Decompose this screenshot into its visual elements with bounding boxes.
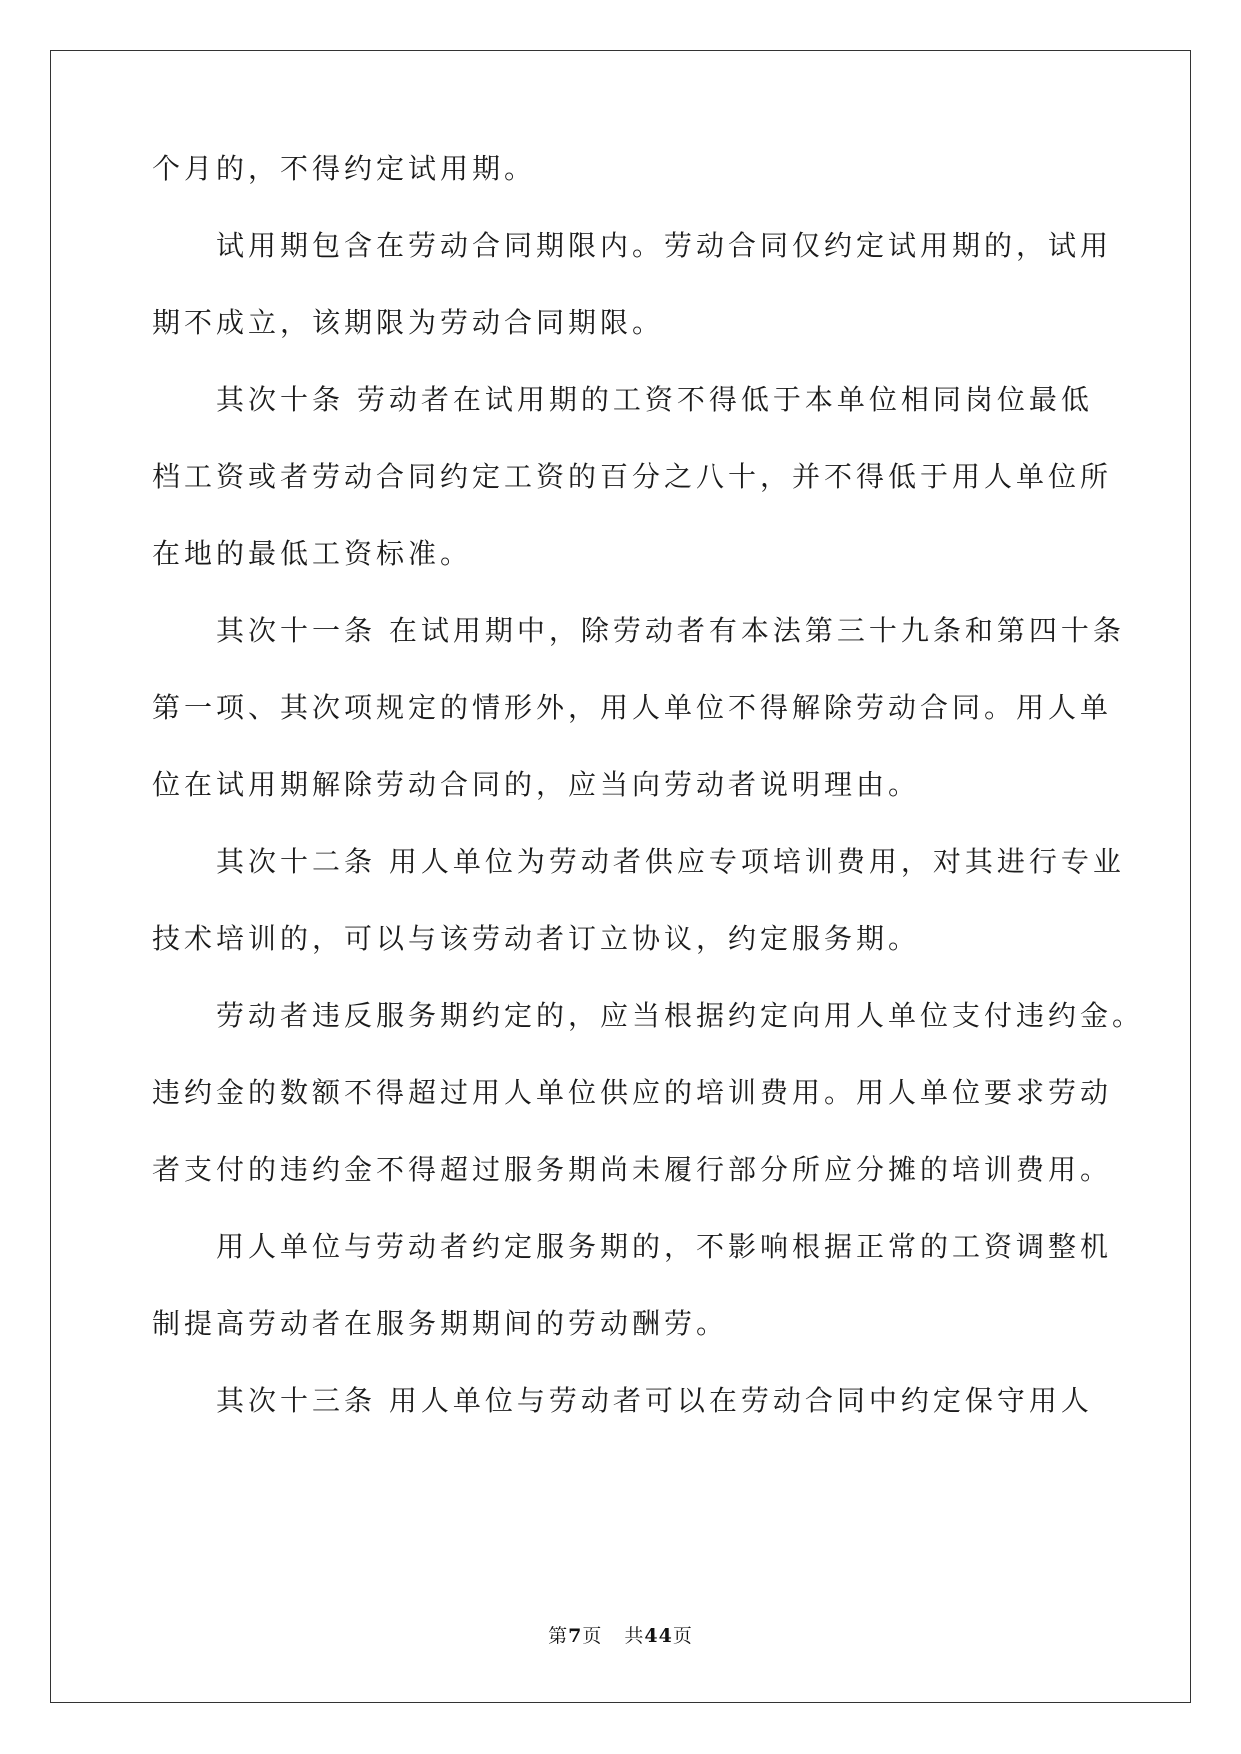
text-line: 档工资或者劳动合同约定工资的百分之八十，并不得低于用人单位所: [152, 460, 1113, 493]
text-line: 劳动者违反服务期约定的，应当根据约定向用人单位支付违约金。: [152, 999, 1145, 1032]
text-line: 违约金的数额不得超过用人单位供应的培训费用。用人单位要求劳动: [152, 1076, 1113, 1109]
text-line: 试用期包含在劳动合同期限内。劳动合同仅约定试用期的，试用: [152, 229, 1113, 262]
footer-page-suffix: 页: [582, 1625, 603, 1647]
text-line: 期不成立，该期限为劳动合同期限。: [152, 306, 665, 339]
total-pages: 44: [644, 1625, 673, 1647]
text-line: 其次十二条 用人单位为劳动者供应专项培训费用，对其进行专业: [152, 845, 1125, 878]
text-line: 其次十一条 在试用期中，除劳动者有本法第三十九条和第四十条: [152, 614, 1125, 647]
text-line: 制提高劳动者在服务期期间的劳动酬劳。: [152, 1307, 729, 1340]
text-line: 者支付的违约金不得超过服务期尚未履行部分所应分摊的培训费用。: [152, 1153, 1113, 1186]
text-line: 第一项、其次项规定的情形外，用人单位不得解除劳动合同。用人单: [152, 691, 1113, 724]
page-footer: [0, 1624, 1241, 1648]
page-number: 7: [568, 1625, 583, 1647]
text-line: 用人单位与劳动者约定服务期的，不影响根据正常的工资调整机: [152, 1230, 1113, 1263]
footer-total-suffix: 页: [672, 1625, 693, 1647]
text-line: 其次十条 劳动者在试用期的工资不得低于本单位相同岗位最低: [152, 383, 1093, 416]
footer-total-prefix: 共: [624, 1625, 645, 1647]
text-line: 位在试用期解除劳动合同的，应当向劳动者说明理由。: [152, 768, 921, 801]
text-line: 技术培训的，可以与该劳动者订立协议，约定服务期。: [152, 922, 921, 955]
text-line: 在地的最低工资标准。: [152, 537, 473, 570]
text-line: 个月的，不得约定试用期。: [152, 152, 537, 185]
footer-prefix: 第: [548, 1625, 569, 1647]
text-line: 其次十三条 用人单位与劳动者可以在劳动合同中约定保守用人: [152, 1384, 1093, 1417]
